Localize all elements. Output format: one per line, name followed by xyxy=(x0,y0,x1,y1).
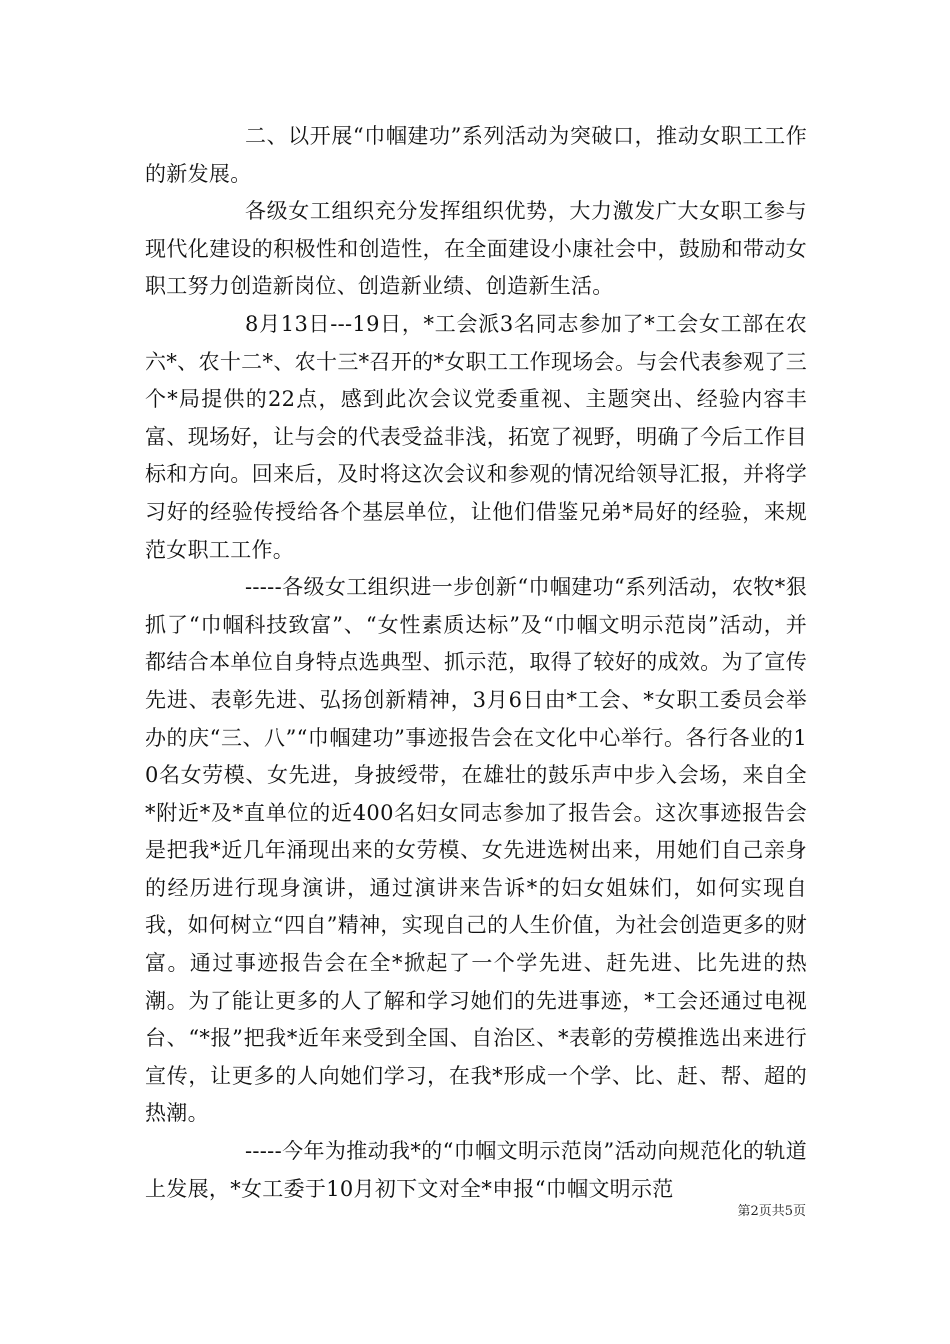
page-number-footer: 第2页共5页 xyxy=(737,1204,806,1219)
paragraph-women-organizations: 各级女工组织充分发挥组织优势，大力激发广大女职工参与现代化建设的积极性和创造性，在全面建设小康社会中，鼓励和带动女职工努力创造新岗位、创造新业绩、创造新生活。 xyxy=(145,199,807,299)
document-body xyxy=(145,118,807,1208)
paragraph-jinguo-activities: -----各级女工组织进一步创新“巾帼建功“系列活动，农牧*狠抓了“巾帼科技致富”、“女性素质达标”及“巾帼文明示范岗”活动，并都结合本单位自身特点选典型、抓示范，取得了较好的成效。为了宣传先进、表彰先进、弘扬创新精神，3月6日由*工会、*女职工委员会举办的庆“三、八”“巾帼建功”事迹报告会在文化中心举行。各行各业的10名女劳模、女先进，身披绶带，在雄壮的鼓乐声中步入会场，来自全*附近*及*直单位的近400名妇女同志参加了报告会。这次事迹报告会是把我*近几年涌现出来的女劳模、女先进选树出来，用她们自己亲身的经历进行现身演讲，通过演讲来告诉*的妇女姐妹们，如何实现自我，如何树立“四自”精神，实现自己的人生价值，为社会创造更多的财富。通过事迹报告会在全*掀起了一个学先进、赶先进、比先进的热潮。为了能让更多的人了解和学习她们的先进事迹，*工会还通过电视台、“*报”把我*近年来受到全国、自治区、*表彰的劳模推选出来进行宣传，让更多的人向她们学习，在我*形成一个学、比、赶、帮、超的热潮。 xyxy=(145,575,807,1126)
paragraph-august-meeting: 8月13日---19日，*工会派3名同志参加了*工会女工部在农六*、农十二*、农十三*召开的*女职工工作现场会。与会代表参观了三个*局提供的22点，感到此次会议党委重视、主题突出、经验内容丰富、现场好，让与会的代表受益非浅，拓宽了视野，明确了今后工作目标和方向。回来后，及时将这次会议和参观的情况给领导汇报，并将学习好的经验传授给各个基层单位，让他们借鉴兄弟*局好的经验，来规范女职工工作。 xyxy=(145,311,807,562)
paragraph-heading-two: 二、以开展“巾帼建功”系列活动为突破口，推动女职工工作的新发展。 xyxy=(145,124,807,186)
paragraph-demonstration-post: -----今年为推动我*的“巾帼文明示范岗”活动向规范化的轨道上发展，*女工委于10月初下文对全*申报“巾帼文明示范 xyxy=(145,1139,807,1201)
